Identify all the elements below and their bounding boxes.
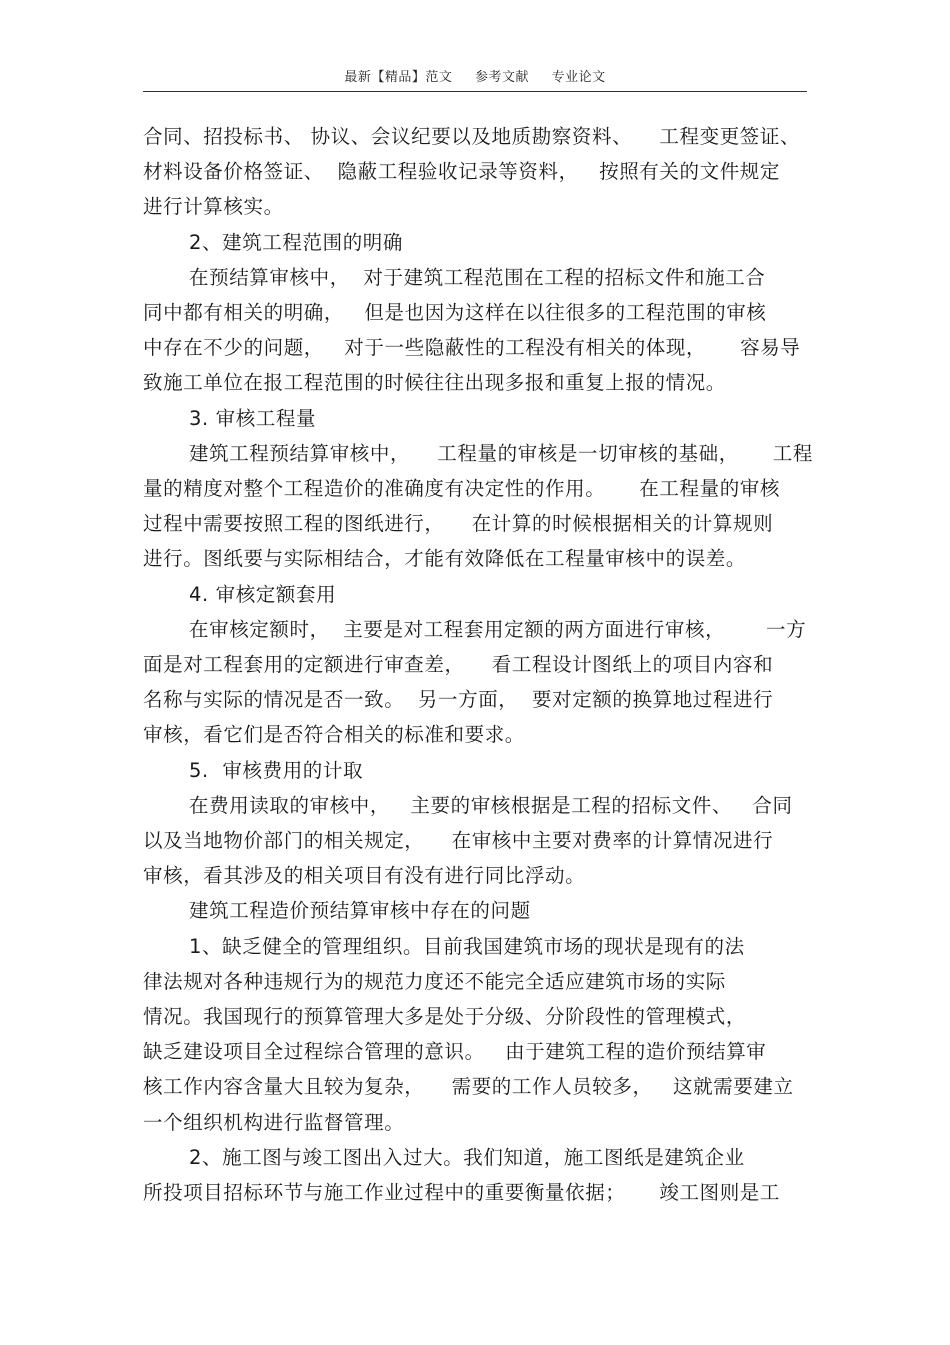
text-line: 2、建筑工程范围的明确 <box>189 230 404 254</box>
text-line: 在审核定额时， 主要是对工程套用定额的两方面进行审核， 一方 <box>189 617 807 641</box>
text-line: 同中都有相关的明确， 但是也因为这样在以往很多的工程范围的审核 <box>143 301 767 324</box>
header-item-references: 参考文献 <box>474 70 529 85</box>
text-line: 律法规对各种违规行为的规范力度还不能完全适应建筑市场的实际 <box>143 969 726 993</box>
text-line: 合同、招投标书、 协议、会议纪要以及地质勘察资料、 工程变更签证、 <box>143 125 801 148</box>
text-line: 3. 审核工程量 <box>189 406 317 430</box>
text-line: 缺乏建设项目全过程综合管理的意识。 由于建筑工程的造价预结算审 <box>143 1040 767 1064</box>
text-line: 在预结算审核中， 对于建筑工程范围在工程的招标文件和施工合 <box>189 265 766 289</box>
text-line: 建筑工程造价预结算审核中存在的问题 <box>189 899 531 923</box>
text-line: 以及当地物价部门的相关规定， 在审核中主要对费率的计算情况进行 <box>143 829 774 852</box>
page-header <box>143 66 807 85</box>
text-line: 2、施工图与竣工图出入过大。我们知道，施工图纸是建筑企业 <box>189 1145 745 1169</box>
text-line: 进行。图纸要与实际相结合，才能有效降低在工程量审核中的误差。 <box>143 547 747 571</box>
text-line: 量的精度对整个工程造价的准确度有决定性的作用。 在工程量的审核 <box>143 477 780 500</box>
text-line: 核工作内容含量大且较为复杂， 需要的工作人员较多， 这就需要建立 <box>143 1075 794 1099</box>
text-line: 1、缺乏健全的管理组织。目前我国建筑市场的现状是现有的法 <box>189 934 745 958</box>
text-line: 材料设备价格签证、 隐蔽工程验收记录等资料， 按照有关的文件规定 <box>143 160 780 184</box>
text-line: 名称与实际的情况是否一致。 另一方面， 要对定额的换算地过程进行 <box>143 688 774 712</box>
text-line: 过程中需要按照工程的图纸进行， 在计算的时候根据相关的计算规则 <box>143 512 774 536</box>
text-line: 5. 审核费用的计取 <box>189 758 364 782</box>
text-line: 审核，看它们是否符合相关的标准和要求。 <box>143 723 525 747</box>
text-line: 面是对工程套用的定额进行审查差， 看工程设计图纸上的项目内容和 <box>143 653 774 676</box>
text-line: 在费用读取的审核中， 主要的审核根据是工程的招标文件、 合同 <box>189 793 793 817</box>
header-item-latest: 最新【精品】范文 <box>344 70 453 85</box>
text-line: 中存在不少的问题， 对于一些隐蔽性的工程没有相关的体现， 容易导 <box>143 336 801 360</box>
text-line: 一个组织机构进行监督管理。 <box>143 1110 405 1134</box>
header-item-papers: 专业论文 <box>551 70 606 85</box>
text-line: 致施工单位在报工程范围的时候往往出现多报和重复上报的情况。 <box>143 371 726 395</box>
text-line: 进行计算核实。 <box>143 195 284 219</box>
text-line: 所投项目招标环节与施工作业过程中的重要衡量依据； 竣工图则是工 <box>143 1181 780 1204</box>
text-line: 情况。我国现行的预算管理大多是处于分级、分阶段性的管理模式， <box>143 1005 747 1028</box>
text-line: 审核，看其涉及的相关项目有没有进行同比浮动。 <box>143 864 586 888</box>
header-divider <box>143 91 807 92</box>
text-line: 建筑工程预结算审核中， 工程量的审核是一切审核的基础， 工程 <box>189 441 813 465</box>
text-line: 4. 审核定额套用 <box>189 582 337 606</box>
